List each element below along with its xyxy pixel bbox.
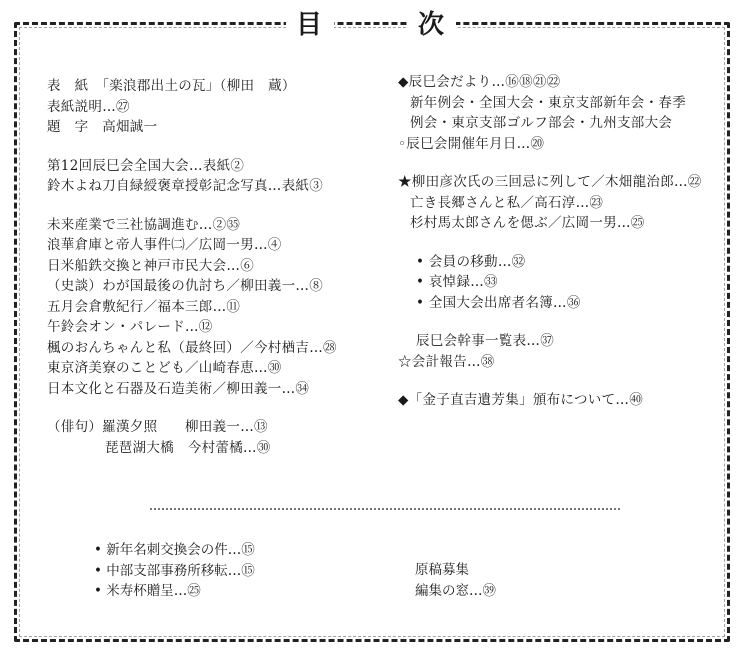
left-column xyxy=(47,76,387,458)
cover-line: 題 字 高畑誠一 xyxy=(47,119,158,135)
article-line: 五月会倉敷紀行／福本三郎…⑪ xyxy=(47,298,241,315)
dotted-divider xyxy=(150,508,620,510)
memorial-line: 亡き長郷さんと私／高石淳…㉓ xyxy=(410,194,604,211)
memorial-line: ★柳田彦次氏の三回忌に列して／木畑龍治郎…㉒ xyxy=(398,174,702,190)
article-line: 未来産業で三社協調進む…②㉟ xyxy=(47,216,241,233)
distribution-line: ◆「金子直吉遺芳集」頒布について…㊵ xyxy=(398,392,644,408)
article-line: （史談）わが国最後の仇討ち／柳田義一…⑧ xyxy=(47,278,323,294)
news-line: 例会・東京支部ゴルフ部会・九州支部大会 xyxy=(410,115,673,131)
note-line: • 全国大会出席者名簿…㊱ xyxy=(416,294,581,311)
note-line: • 会員の移動…㉜ xyxy=(416,253,526,270)
bottom-right-list xyxy=(415,560,496,601)
roster-line: ☆会計報告…㊳ xyxy=(398,353,495,370)
news-line: ◦辰巳会開催年月日…⑳ xyxy=(398,135,545,152)
convention-line: 鈴木よね刀自緑綬褒章授彰記念写真…表紙③ xyxy=(47,178,323,194)
cover-line: 表紙説明…㉗ xyxy=(47,98,130,115)
news-line: ◆辰巳会だより…⑯⑱㉑㉒ xyxy=(398,74,561,90)
note-line: • 哀悼録…㉝ xyxy=(416,274,498,290)
bottom-item: • 米寿杯贈呈…㉕ xyxy=(94,583,201,599)
bottom-item: 編集の窓…㊴ xyxy=(415,582,496,599)
bottom-item: 原稿募集 xyxy=(415,562,469,578)
article-line: 午鈴会オン・パレード…⑫ xyxy=(47,319,213,335)
convention-line: 第12回辰巳会全国大会…表紙② xyxy=(47,157,245,174)
bottom-left-list xyxy=(94,540,255,602)
article-line: 浪華倉庫と帝人事件㈡／広岡一男…④ xyxy=(47,237,282,253)
haiku-line: （俳句）羅漢夕照 柳田義一…⑬ xyxy=(47,419,268,435)
article-line: 日米船鉄交換と神戸市民大会…⑥ xyxy=(47,257,254,274)
news-line: 新年例会・全国大会・東京支部新年会・春季 xyxy=(410,94,686,111)
cover-line: 表 紙 「楽浪郡出土の瓦」（柳田 蔵） xyxy=(47,78,296,94)
article-line: 日本文化と石器及石造美術／柳田義一…㉞ xyxy=(47,380,310,397)
memorial-line: 杉村馬太郎さんを偲ぶ／広岡一男…㉕ xyxy=(410,215,645,231)
article-line: 楓のおんちゃんと私（最終回）／今村楢吉…㉘ xyxy=(47,339,337,356)
heading-ji: 次 xyxy=(408,8,456,42)
roster-line: 辰巳会幹事一覧表…㊲ xyxy=(416,333,554,349)
haiku-line: 琵琶湖大橋 今村蕾橘…㉚ xyxy=(105,439,271,456)
bottom-item: • 中部支部事務所移転…⑮ xyxy=(94,562,255,579)
right-column xyxy=(398,72,718,411)
bottom-item: • 新年名刺交換会の件…⑮ xyxy=(94,542,255,558)
article-line: 東京済美寮のことども／山崎春恵…㉚ xyxy=(47,360,282,376)
heading-moku: 目 xyxy=(286,8,334,42)
